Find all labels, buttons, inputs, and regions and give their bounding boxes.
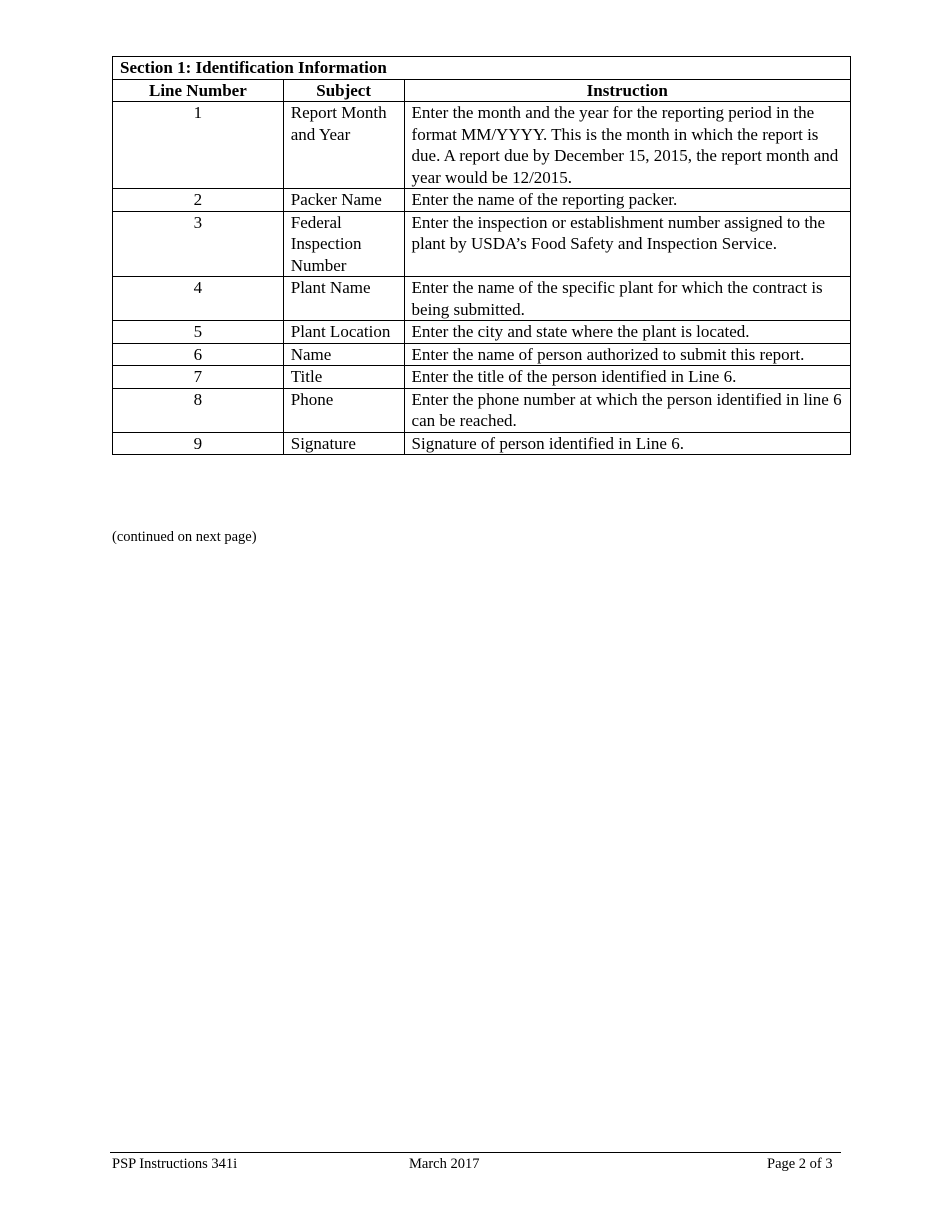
subject-cell: Plant Name (283, 277, 404, 321)
footer-page-number: Page 2 of 3 (767, 1156, 833, 1172)
instruction-cell: Enter the phone number at which the person identified in line 6 can be reached. (404, 388, 850, 432)
footer-document-id: PSP Instructions 341i (112, 1156, 238, 1172)
footer-date: March 2017 (409, 1156, 480, 1172)
instruction-cell: Enter the inspection or establishment number assigned to the plant by USDA’s Food Safety and Inspection Service. (404, 211, 850, 277)
line-number-cell: 2 (113, 189, 284, 212)
header-line-number: Line Number (113, 79, 284, 102)
header-subject: Subject (283, 79, 404, 102)
continued-note: (continued on next page) (112, 529, 257, 545)
table-row (113, 432, 851, 455)
table-row (113, 211, 851, 277)
instruction-cell: Enter the name of person authorized to submit this report. (404, 343, 850, 366)
table-row (113, 321, 851, 344)
instruction-cell: Signature of person identified in Line 6. (404, 432, 850, 455)
subject-cell: Name (283, 343, 404, 366)
instruction-cell: Enter the name of the specific plant for which the contract is being submitted. (404, 277, 850, 321)
line-number-cell: 3 (113, 211, 284, 277)
line-number-cell: 7 (113, 366, 284, 389)
instruction-cell: Enter the title of the person identified in Line 6. (404, 366, 850, 389)
instruction-cell: Enter the city and state where the plant is located. (404, 321, 850, 344)
subject-cell: Signature (283, 432, 404, 455)
line-number-cell: 5 (113, 321, 284, 344)
instruction-cell: Enter the month and the year for the reporting period in the format MM/YYYY. This is the month in which the report is due. A report due by December 15, 2015, the report month and year would be 12/2015. (404, 102, 850, 189)
subject-cell: Title (283, 366, 404, 389)
table-row (113, 189, 851, 212)
table-row (113, 102, 851, 189)
header-instruction: Instruction (404, 79, 850, 102)
line-number-cell: 4 (113, 277, 284, 321)
instructions-table (112, 56, 851, 455)
line-number-cell: 9 (113, 432, 284, 455)
line-number-cell: 8 (113, 388, 284, 432)
subject-cell: Phone (283, 388, 404, 432)
instruction-cell: Enter the name of the reporting packer. (404, 189, 850, 212)
subject-cell: Report Month and Year (283, 102, 404, 189)
table-row (113, 388, 851, 432)
section-title-row (113, 57, 851, 80)
line-number-cell: 1 (113, 102, 284, 189)
table-row (113, 343, 851, 366)
subject-cell: Packer Name (283, 189, 404, 212)
table-row (113, 366, 851, 389)
subject-cell: Plant Location (283, 321, 404, 344)
line-number-cell: 6 (113, 343, 284, 366)
section-title: Section 1: Identification Information (113, 57, 851, 80)
header-row (113, 79, 851, 102)
subject-cell: Federal Inspection Number (283, 211, 404, 277)
footer-divider (110, 1152, 841, 1153)
table-row (113, 277, 851, 321)
